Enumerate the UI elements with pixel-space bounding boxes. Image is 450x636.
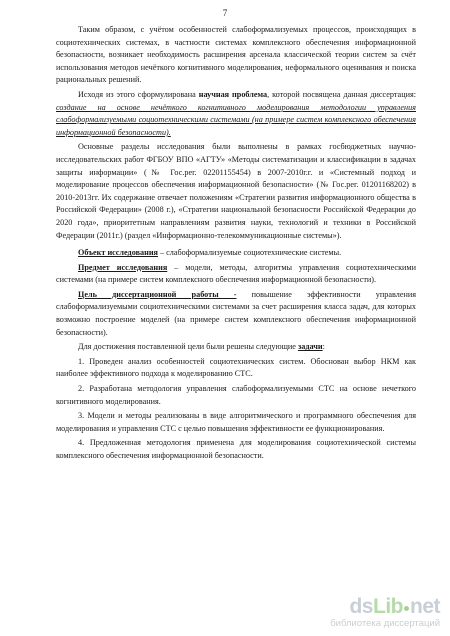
bold-term-tasks: задачи <box>297 342 323 352</box>
text-span: Исходя из этого сформулирована <box>78 89 199 99</box>
list-item-task-1: 1. Проведен анализ особенностей социотехнических систем. Обоснован выбор НКМ как наиболее эффективного подхода к моделированию СТС. <box>56 356 416 379</box>
paragraph-context: Таким образом, с учётом особенностей слабоформализуемых процессов, происходящих в социотехнических системах, в частности системах комплексного обеспечения информационной безопасности, возникает необходимость расширения арсенала классической теории систем за счёт использования методов нечёткого когнитивного моделирования, неформального оценивания и поиска рациональных решений. <box>56 25 416 85</box>
document-body <box>56 24 416 463</box>
watermark-logo-lib: Lib <box>373 595 403 618</box>
watermark-dot-icon <box>404 606 409 611</box>
text-span: : <box>322 342 325 352</box>
paragraph-tasks-intro <box>56 341 416 354</box>
text-span: Для достижения поставленной цели были решены следующие <box>78 342 298 352</box>
watermark-logo <box>320 596 440 618</box>
list-item-task-3: 3. Модели и методы реализованы в виде алгоритмического и программного обеспечения для моделирования и управления СТС с целью повышения эффективности ее функционирования. <box>56 411 416 433</box>
bold-term-goal: Цель диссертационной работы - <box>78 289 237 299</box>
list-item-task-4: 4. Предложенная методология применена для моделирования социотехнической системы комплексного обеспечения информационной безопасности. <box>56 438 416 460</box>
paragraph-research-object <box>56 247 416 260</box>
emphasized-problem-statement: создание на основе нечёткого когнитивного моделирования методологии управления слабоформализуемыми социотехническими системами (на примере систем комплексного обеспечения информационной безопасности). <box>56 102 416 137</box>
page-number: 7 <box>222 8 228 18</box>
watermark-logo-net: net <box>410 595 440 618</box>
text-span: , которой посвящена данная диссертация: <box>267 89 416 99</box>
paragraph-scientific-problem <box>56 89 416 139</box>
paragraph-research-basis: Основные разделы исследования были выполнены в рамках госбюджетных научно-исследовательских работ ФГБОУ ВПО «АГТУ» «Методы систематизации и классификации в задачах защиты информации» (№ Гос.рег. 02201155454) в 2007-2010г.г. и «Системный подход и моделирование процессов обеспечения информационной безопасности» (№ Гос.рег. 01201168202) в 2010-2013гг. Их содержание отвечает положениям «Стратегии развития информационного общества в Российской Федерации» (2008 г.), «Стратегии национальной безопасности Российской Федерации до 2020 года», приоритетным направлениям развития науки, технологий и техники в Российской Федерации (2011г.) (раздел «Информационно-телекоммуникационные системы»). <box>56 142 416 240</box>
text-span: повышение эффективности управления слабоформализуемыми социотехническими системами за счет расширения класса задач, для которых возможно построение моделей (на примере систем комплексного обеспечения информационной безопасности). <box>56 289 416 337</box>
bold-term-subject: Предмет исследования <box>78 262 168 272</box>
paragraph-research-subject <box>56 262 416 287</box>
text-span: – слабоформализуемые социотехнические системы. <box>157 248 342 258</box>
watermark-subtitle: библиотека диссертаций <box>330 618 440 629</box>
paragraph-goal <box>56 289 416 339</box>
list-item-task-2: 2. Разработана методология управления слабоформализуемыми СТС на основе нечеткого когнитивного моделирования. <box>56 384 416 406</box>
dslib-watermark <box>320 596 440 630</box>
bold-term-problem: научная проблема <box>198 89 268 99</box>
bold-term-object: Объект исследования <box>78 248 158 258</box>
text-span: – модели, методы, алгоритмы управления социотехническими системами (на примере систем комплексного обеспечения информационной безопасности). <box>56 262 416 285</box>
watermark-logo-ds: ds <box>349 595 373 618</box>
